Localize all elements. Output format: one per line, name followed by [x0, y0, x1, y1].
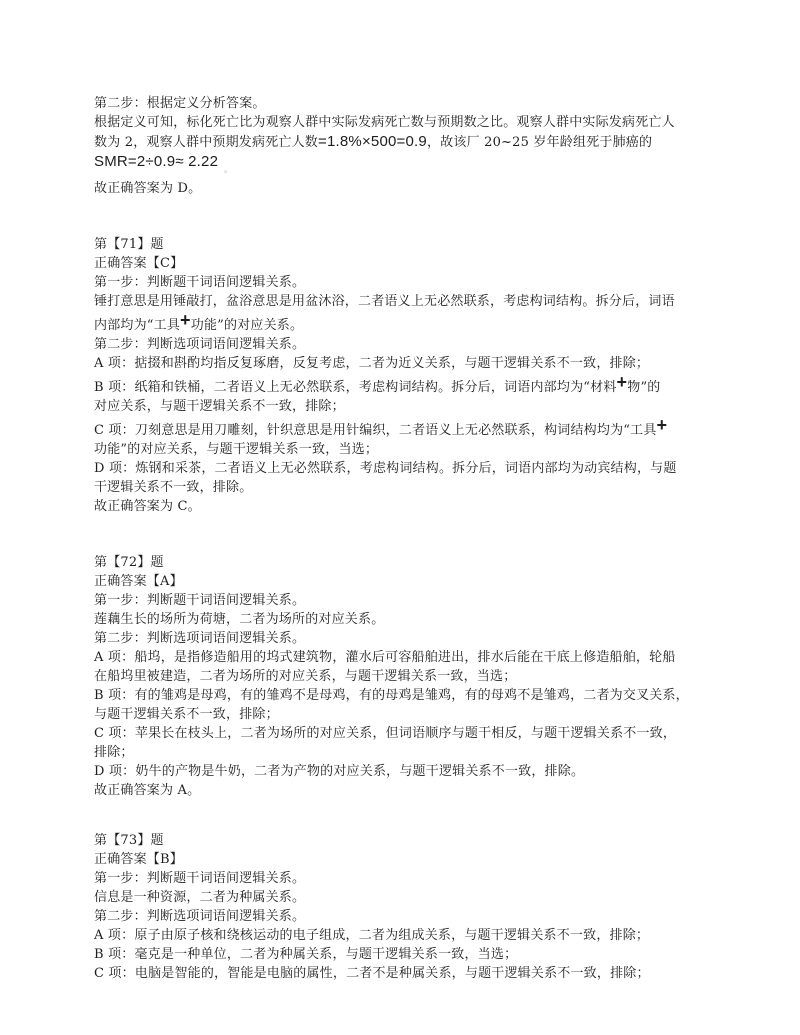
text-line: 第二步：判断选项词语间逻辑关系。: [94, 909, 306, 924]
option-b: [94, 373, 706, 397]
text-segment: ，故该厂 20~25 岁年龄组死于肺癌的: [426, 135, 653, 150]
text-line: [94, 311, 706, 335]
text-line: 第一步：判断题干词语间逻辑关系。: [94, 593, 306, 608]
correct-answer: 正确答案【C】: [94, 256, 184, 271]
correct-answer: 正确答案【A】: [94, 574, 183, 589]
text-line: 锤打意思是用锤敲打，盆浴意思是用盆沐浴，二者语义上无必然联系，考虑构词结构。拆分后，词语: [94, 294, 675, 309]
text-line: 第一步：判断题干词语间逻辑关系。: [94, 871, 306, 886]
option-c: C 项：苹果长在枝头上，二者为场所的对应关系，但词语顺序与题干相反，与题干逻辑关系不一致，: [94, 726, 677, 741]
text-line: 莲藕生长的场所为荷塘，二者为场所的对应关系。: [94, 612, 385, 627]
text-segment: 数为 2，观察人群中预期发病死亡人数: [94, 135, 319, 150]
plus-sign: +: [656, 415, 668, 435]
question-title: 第【73】题: [94, 833, 164, 848]
question-title: 第【71】题: [94, 237, 164, 252]
plus-sign: +: [180, 310, 191, 330]
text-line: 功能”的对应关系，与题干逻辑关系一致，当选；: [94, 442, 379, 457]
text-line: 干逻辑关系不一致，排除。: [94, 480, 253, 495]
answer-conclusion: 故正确答案为 A。: [94, 783, 201, 798]
option-d: D 项：炼钢和采茶，二者语义上无必然联系，考虑构词结构。拆分后，词语内部均为动宾结构，与题: [94, 461, 677, 476]
text-segment: B 项：纸箱和铁桶，二者语义上无必然联系，考虑构词结构。拆分后，词语内部均为“材料: [94, 380, 617, 395]
text-line: 在船坞里被建造，二者为场所的对应关系，与题干逻辑关系一致，当选；: [94, 669, 517, 684]
option-b: B 项：有的雏鸡是母鸡，有的雏鸡不是母鸡，有的母鸡是雏鸡，有的母鸡不是雏鸡，二者为交叉关系，: [94, 688, 689, 703]
question-title: 第【72】题: [94, 555, 164, 570]
formula: =1.8%×500=0.9: [318, 133, 427, 150]
option-d: D 项：奶牛的产物是牛奶，二者为产物的对应关系，与题干逻辑关系不一致，排除。: [94, 764, 585, 779]
text-line: 第二步：判断选项词语间逻辑关系。: [94, 631, 306, 646]
text-line: [94, 152, 706, 179]
text-line: 第一步：判断题干词语间逻辑关系。: [94, 275, 306, 290]
text-line: 根据定义可知，标化死亡比为观察人群中实际发病死亡数与预期数之比。观察人群中实际发病死亡人: [94, 115, 675, 130]
document-page: [94, 94, 706, 983]
option-c: C 项：电脑是智能的，智能是电脑的属性，二者不是种属关系，与题干逻辑关系不一致，排除；: [94, 966, 650, 981]
option-c: [94, 416, 706, 440]
text-segment: 物”的: [627, 380, 661, 395]
option-a: A 项：原子由原子核和绕核运动的电子组成，二者为组成关系，与题干逻辑关系不一致，排除；: [94, 928, 650, 943]
option-a: A 项：船坞，是指修造船用的坞式建筑物，灌水后可容船舶进出，排水后能在干底上修造船舶，轮船: [94, 650, 676, 665]
answer-conclusion: 故正确答案为 C。: [94, 499, 201, 514]
period-mark: 。: [224, 165, 233, 174]
correct-answer: 正确答案【B】: [94, 852, 183, 867]
text-line: 第二步：判断选项词语间逻辑关系。: [94, 337, 306, 352]
text-line: 第二步：根据定义分析答案。: [94, 96, 266, 111]
text-line: 排除；: [94, 745, 134, 760]
text-line: 与题干逻辑关系不一致，排除；: [94, 707, 279, 722]
text-segment: C 项：刀刻意思是用刀雕刻，针织意思是用针编织，二者语义上无必然联系，构词结构均为“工具: [94, 423, 657, 438]
text-line: [94, 132, 706, 152]
formula: SMR=2÷0.9≈ 2.22: [94, 153, 219, 170]
plus-sign: +: [616, 372, 628, 392]
option-a: A 项：掂掇和斟酌均指反复琢磨，反复考虑，二者为近义关系，与题干逻辑关系不一致，排除；: [94, 356, 650, 371]
text-line: 对应关系，与题干逻辑关系不一致，排除；: [94, 399, 345, 414]
answer-conclusion: 故正确答案为 D。: [94, 181, 202, 196]
text-segment: 内部均为“工具: [94, 318, 181, 333]
option-b: B 项：毫克是一种单位，二者为种属关系，与题干逻辑关系一致，当选；: [94, 947, 518, 962]
text-line: 信息是一种资源，二者为种属关系。: [94, 890, 306, 905]
text-segment: 功能”的对应关系。: [190, 318, 304, 333]
